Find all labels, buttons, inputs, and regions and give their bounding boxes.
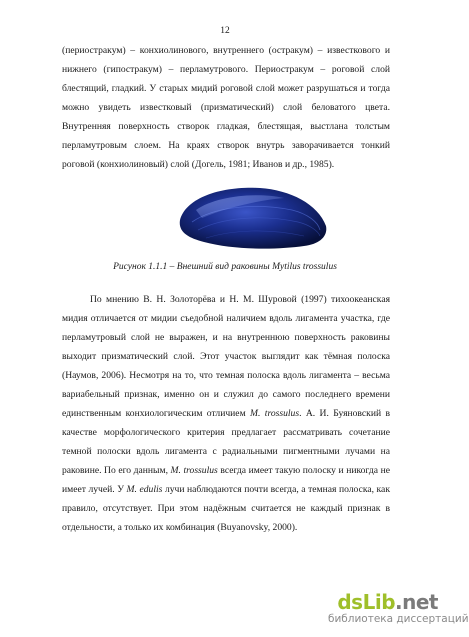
body-text-top [62,41,390,174]
text-segment: всегда имеет такую полоску и никогда не имеет лучей. У [62,465,390,495]
text-segment: лучи наблюдаются почти всегда, а темная полоска, как правило, отсутствует. При этом надёжным считается не каждый признак в отдельности, а только их комбинация (Buyanovsky, 2000). [62,484,390,533]
page-number: 12 [220,26,230,36]
paragraph-shell-layers: (периостракум) – конхиолинового, внутреннего (остракум) – известкового и нижнего (гипостракум) – перламутрового. Периостракум – роговой слой блестящий, гладкий. У старых мидий роговой слой может разрушаться и тогда можно увидеть известковый (призматический) слой беловатого цвета. Внутренняя поверхность створок гладкая, блестящая, выстлана толстым перламутровым слоем. На краях створок внутрь заворачивается тонкий роговой (конхиолиновый) слой (Догель, 1981; Иванов и др., 1985). [62,45,390,170]
watermark-logo [328,591,438,613]
watermark-tagline: библиотека диссертаций [328,613,469,625]
dslib-watermark [328,590,469,629]
figure-mussel-shell [172,180,332,255]
body-text-bottom [62,290,390,537]
figure-caption [0,262,450,272]
species-name: M. trossulus [170,465,218,476]
mussel-shell-image [172,180,332,255]
caption-species: Mytilus trossulus [272,262,337,272]
logo-net: net [402,590,438,614]
text-segment: По мнению В. Н. Золоторёва и Н. М. Шуровой (1997) тихоокеанская мидия отличается от мидии съедобной наличием вдоль лигамента участка, где перламутровый слой не выражен, и на внутреннюю поверхность раковины выходит призматический слой. Этот участок выглядит как тёмная полоска (Наумов, 2006). Несмотря на то, что темная полоска вдоль лигамента – весьма вариабельный признак, именно он и служил до самого последнего времени единственным конхиологическим отличием [62,294,390,419]
logo-lib: Lib [362,590,396,614]
paragraph-distinguishing-traits [62,290,390,537]
logo-dot: . [395,590,403,614]
caption-text: Рисунок 1.1.1 – Внешний вид раковины [113,262,270,272]
species-name: M. trossulus [250,408,300,419]
species-name: M. edulis [126,484,163,495]
logo-ds: ds [337,590,363,614]
text-segment: . А. И. Буяновский в качестве морфологического критерия предлагает рассматривать сочетание темной полоски вдоль лигамента с радиальными пигментными лучами на раковине. По его данным, [62,408,390,476]
